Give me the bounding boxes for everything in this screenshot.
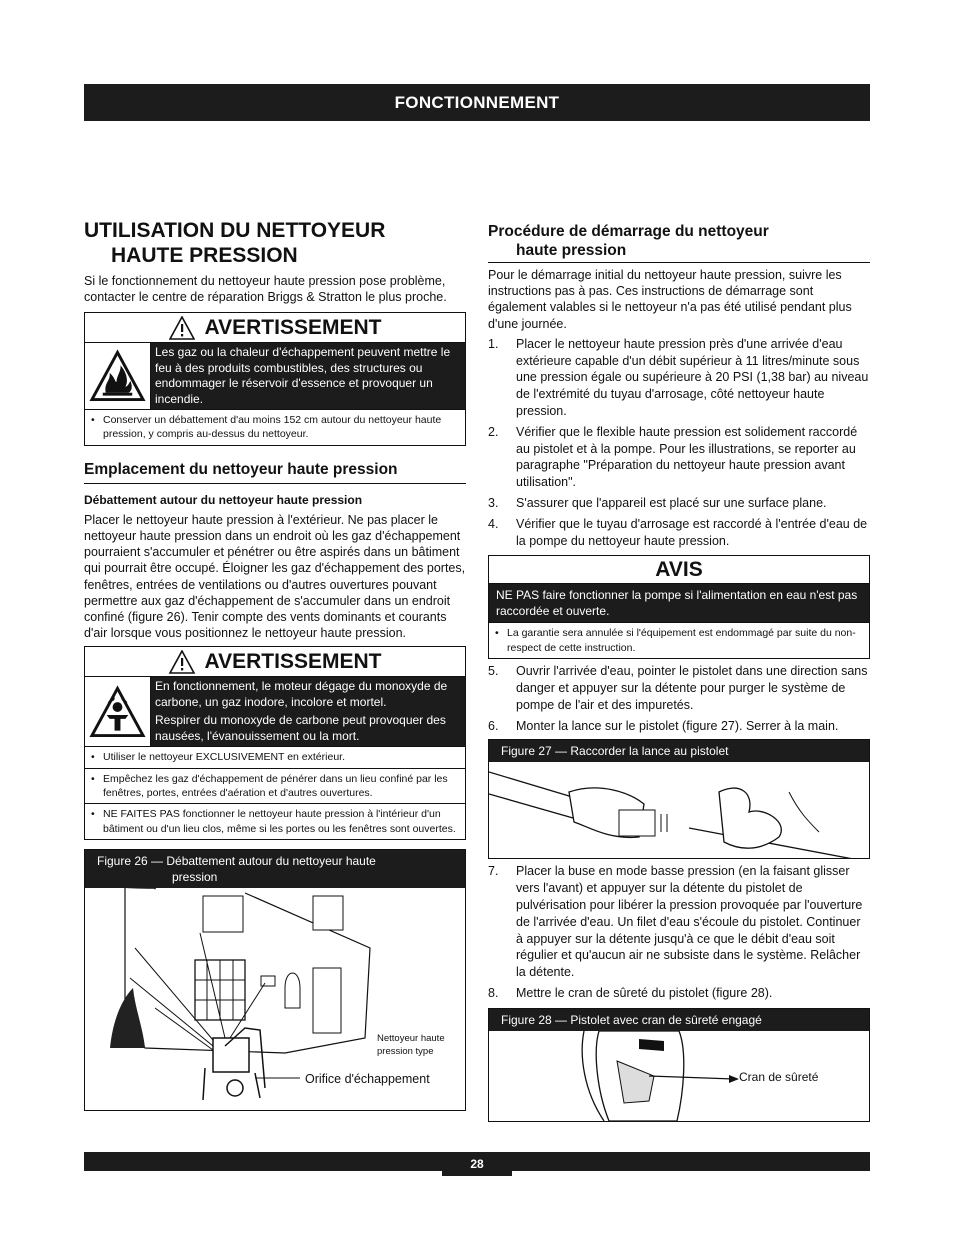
step-item (488, 663, 870, 713)
steps-list-a (488, 336, 870, 550)
warning-text (151, 677, 465, 746)
title-line-1: UTILISATION DU NETTOYEUR (84, 219, 386, 242)
step-item (488, 495, 870, 512)
section-paragraph: Placer le nettoyeur haute pression à l'extérieur. Ne pas placer le nettoyeur haute pression dans un endroit où les gaz d'échappement pourraient s'accumuler et pénétrer ou être aspirés dans un bâtiment qui pourrait être occupé. Éloigner les gaz d'échappement des portes, fenêtres, entrées de ventilations ou d'autres ouvertures pouvant permettre aux gaz d'échappement de s'accumuler dans un endroit confiné (figure 26). Tenir compte des vents dominants et courants d'air lorsque vous positionnez le nettoyeur haute pression. (84, 512, 466, 641)
step-text: Ouvrir l'arrivée d'eau, pointer le pistolet dans une direction sans danger et appuyer sur la détente pour purger le système de pompe de l'air et des impuretés. (516, 664, 868, 712)
step-text: Vérifier que le tuyau d'arrosage est raccordé à l'entrée d'eau de la pompe du nettoyeur haute pression. (516, 516, 868, 548)
step-item (488, 516, 870, 550)
warning-title: AVERTISSEMENT (204, 315, 382, 339)
figure-illustration (85, 888, 465, 1110)
step-item (488, 336, 870, 420)
notice-box (488, 555, 870, 659)
warning-text-1: En fonctionnement, le moteur dégage du monoxyde de carbone, un gaz inodore, incolore et mortel. (155, 679, 448, 709)
figure-label-washer (377, 1032, 445, 1058)
warning-bullet: • NE FAITES PAS fonctionner le nettoyeur haute pression à l'intérieur d'un bâtiment ou d'un lieu clos, même si les portes ou les fenêtres sont ouvertes. (85, 803, 465, 839)
step-text: S'assurer que l'appareil est placé sur une surface plane. (516, 495, 827, 510)
warning-box-co (84, 646, 466, 840)
caption-line-1: Figure 26 — Débattement autour du nettoyeur haute (97, 854, 376, 869)
warning-text: Les gaz ou la chaleur d'échappement peuvent mettre le feu à des produits combustibles, des structures ou endommager le réservoir d'essence et provoquer un incendie. (151, 343, 465, 409)
warning-body (85, 343, 465, 409)
warning-header (85, 647, 465, 677)
label-washer-line-2: pression type (377, 1046, 434, 1058)
steps-list-c (488, 863, 870, 1001)
fire-hazard-icon (85, 343, 151, 409)
step-text: Placer la buse en mode basse pression (en la faisant glisser vers l'avant) et appuyer sur la détente du pistolet de pulvérisation pour libérer la pression provoquée par l'ouverture de l'arrivée d'eau. Un filet d'eau s'écoule du pistolet. Continuer à appuyer sur la détente jusqu'à ce que le débit d'eau soit régulier et qu'aucun air ne subsiste dans le système. Relâcher la détente. (516, 864, 863, 980)
figure-label-exhaust: Orifice d'échappement (305, 1072, 430, 1087)
wand-connection-illustration (489, 762, 869, 858)
warning-bullets (85, 746, 465, 839)
startup-heading-line-2: haute pression (516, 242, 627, 259)
notice-bullet: • La garantie sera annulée si l'équipement est endommagé par suite du non-respect de cette instruction. (489, 622, 869, 658)
notice-title: AVIS (489, 556, 869, 584)
step-number: 8. (488, 985, 499, 1000)
step-number: 5. (488, 664, 499, 679)
page-number: 28 (442, 1152, 512, 1176)
warning-title: AVERTISSEMENT (204, 649, 382, 673)
figure-26 (84, 849, 466, 1111)
section-title: FONCTIONNEMENT (394, 92, 560, 112)
warning-header (85, 313, 465, 343)
page-title (84, 218, 466, 268)
warning-bullets (85, 409, 465, 445)
label-washer-line-1: Nettoyeur haute (377, 1033, 445, 1045)
caption-line-2: pression (172, 870, 218, 885)
step-number: 6. (488, 718, 499, 733)
figure-28 (488, 1008, 870, 1122)
figure-caption (85, 850, 465, 888)
warning-bullet: • Conserver un débattement d'au moins 152 cm autour du nettoyeur haute pression, y compris au-dessus du nettoyeur. (85, 409, 465, 445)
step-number: 2. (488, 424, 499, 439)
section-heading: Emplacement du nettoyeur haute pression (84, 461, 466, 484)
figure-label-safety-latch: Cran de sûreté (739, 1069, 819, 1084)
figure-27 (488, 739, 870, 859)
warning-body (85, 677, 465, 746)
title-line-2: HAUTE PRESSION (111, 244, 298, 267)
subsection-heading: Débattement autour du nettoyeur haute pression (84, 492, 363, 507)
toxic-fumes-icon (85, 677, 151, 746)
step-number: 1. (488, 336, 499, 351)
startup-heading-line-1: Procédure de démarrage du nettoyeur (488, 223, 769, 240)
startup-heading (488, 222, 870, 263)
warning-bullet: • Utiliser le nettoyeur EXCLUSIVEMENT en extérieur. (85, 746, 465, 767)
notice-text: NE PAS faire fonctionner la pompe si l'alimentation en eau n'est pas raccordée et ouverte. (489, 584, 869, 622)
step-number: 3. (488, 495, 499, 510)
step-number: 4. (488, 516, 499, 531)
steps-list-b (488, 663, 870, 734)
section-header (84, 84, 870, 121)
warning-box-fire (84, 312, 466, 445)
step-text: Placer le nettoyeur haute pression près d'une arrivée d'eau extérieure capable d'un débit supérieur à 11 litres/minute sous une pression égale ou supérieure à 20 PSI (1,38 bar) au niveau de l'extrémité du tuyau d'arrosage, côté nettoyeur haute pression. (516, 336, 869, 418)
left-column (84, 218, 466, 1111)
figure-caption: Figure 28 — Pistolet avec cran de sûreté engagé (489, 1009, 869, 1031)
figure-illustration (489, 1031, 869, 1121)
intro-paragraph: Si le fonctionnement du nettoyeur haute pression pose problème, contacter le centre de réparation Briggs & Stratton le plus proche. (84, 274, 447, 305)
step-item (488, 424, 870, 491)
warning-triangle-icon (169, 316, 195, 340)
figure-caption: Figure 27 — Raccorder la lance au pistolet (489, 740, 869, 762)
warning-triangle-icon (169, 650, 195, 674)
step-text: Mettre le cran de sûreté du pistolet (figure 28). (516, 985, 773, 1000)
step-item (488, 985, 870, 1002)
warning-text-2: Respirer du monoxyde de carbone peut provoquer des nausées, l'évanouissement ou la mort. (155, 713, 446, 743)
step-number: 7. (488, 864, 499, 879)
step-text: Vérifier que le flexible haute pression est solidement raccordé au pistolet et à la pompe. Pour les illustrations, se reporter au paragraphe "Préparation du nettoyeur haute pression avant utilisation". (516, 424, 858, 490)
step-item (488, 718, 870, 735)
warning-bullet: • Empêchez les gaz d'échappement de pénérer dans un lieu confiné par les fenêtres, portes, entrées d'aération et d'autres ouvertures. (85, 768, 465, 804)
step-item (488, 863, 870, 981)
startup-intro: Pour le démarrage initial du nettoyeur haute pression, suivre les instructions pas à pas. Ces instructions de démarrage sont également valables si le nettoyeur n'a pas été utilisé pendant plus d'une journée. (488, 268, 852, 331)
notice-bullets (489, 622, 869, 658)
right-column (488, 222, 870, 1122)
step-text: Monter la lance sur le pistolet (figure 27). Serrer à la main. (516, 718, 839, 733)
